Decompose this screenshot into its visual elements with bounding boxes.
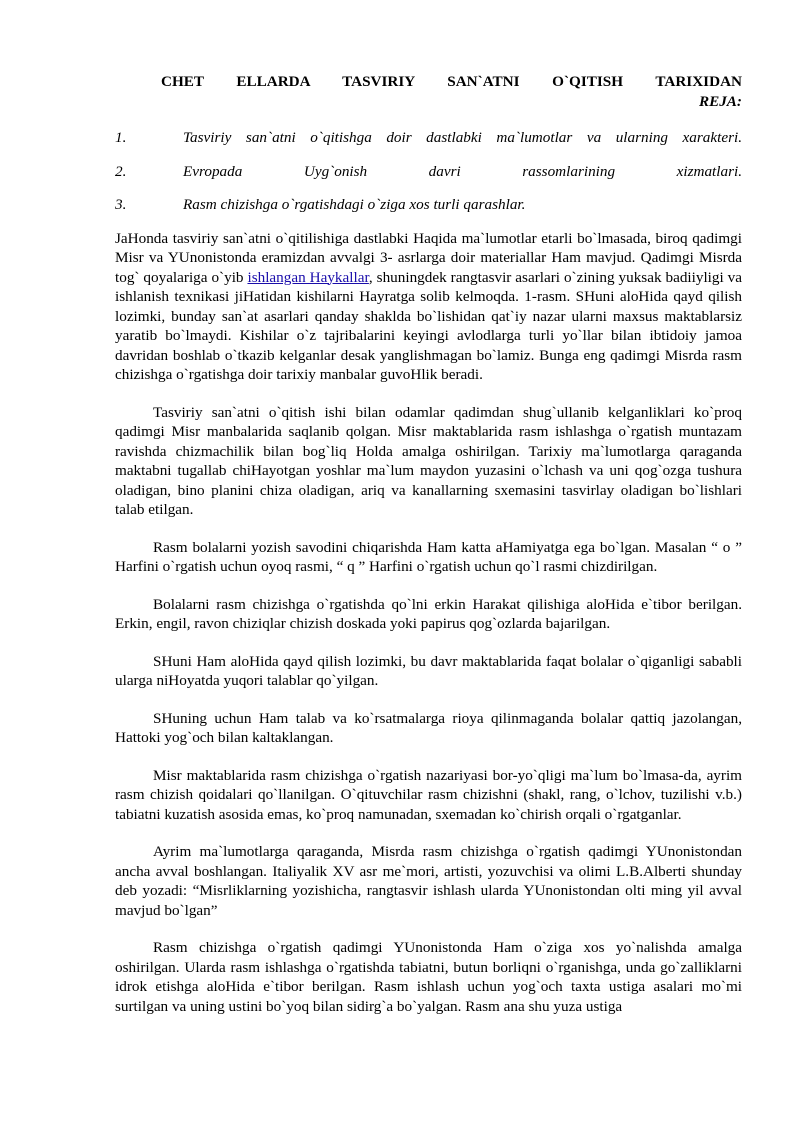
plan-item xyxy=(115,128,742,148)
body-paragraph-intro xyxy=(115,229,742,385)
body-paragraph: Ayrim ma`lumotlarga qaraganda, Misrda rasm chizishga o`rgatish qadimgi YUnonistondan ancha avval boshlangan. Italiyalik XV asr me`mori, artisti, yozuvchisi va olimi L.B.Alberti shunday deb yozadi: “Misrliklarning yozishicha, rangtasvir ishlash ularda YUnonistondan olti ming yil avval mavjud bo`lgan” xyxy=(115,843,742,919)
paragraph-text: , shuningdek rangtasvir asarlari o`zining yuksak badiiyligi va ishlanish texnikasi jiHatidan kishilarni Hayratga solib kelmoqda. 1-rasm. SHuni aloHida qayd qilish lozimki, bunday san`at asarlari qanday shaklda bo`lishidan qat`iy nazar ularni maxsus maktablarsiz yaratib bo`lmaydi. Kishilar o`z tajribalarini keyingi avlodlarga turli yo`llar bilan ibtidoiy jamoa davridan boshlab o`tkazib kelganlar desak yanglishmagan bo`lamiz. Bunga eng qadimgi Misrda rasm chizishga o`rgatishga doir tarixiy manbalar guvoHlik beradi. xyxy=(115,268,742,383)
body-paragraph: SHuning uchun Ham talab va ko`rsatmalarga rioya qilinmaganda bolalar qattiq jazolangan, Hattoki yog`och bilan kaltaklangan. xyxy=(115,709,742,746)
plan-item-number: 1. xyxy=(115,129,127,146)
body-paragraph: Rasm bolalarni yozish savodini chiqarishda Ham katta aHamiyatga ega bo`lgan. Masalan “ o ” Harfini o`rgatish uchun oyoq rasmi, “ q ” Harfini o`rgatish uchun qo`l rasmi chizdirilgan. xyxy=(115,538,742,575)
body-paragraph: SHuni Ham aloHida qayd qilish lozimki, bu davr maktablarida faqat bolalar o`qiganligi sababli ularga niHoyatda yuqori talablar qo`yilgan. xyxy=(115,652,742,689)
body-paragraph: Tasviriy san`atni o`qitish ishi bilan odamlar qadimdan shug`ullanib kelganliklari ko`proq qadimgi Misr manbalarida saqlanib qolgan. Misr maktablarida rasm ishlashga o`rgatish muntazam ravishda chizmachilik bilan bog`liq Holda amalga oshirilgan. Tarixiy ma`lumotlarga qaraganda maktabni tugallab chiHayotgan yoshlar ma`lum maydon yuzasini o`lchash va uni qog`ozga tushura oladigan, bino planini chiza oladigan, ariq va kanallarning sxemasini tasvirlay oladigan bo`lishlari talab etilgan. xyxy=(115,403,742,518)
plan-item-text: Rasm chizishga o`rgatishdagi o`ziga xos turli qarashlar. xyxy=(183,196,526,213)
plan-item-text: Evropada Uyg`onish davri rassomlarining xizmatlari. xyxy=(183,162,742,180)
plan-item xyxy=(115,195,742,215)
plan-item-number: 2. xyxy=(115,162,127,180)
plan-item xyxy=(115,162,742,182)
body-paragraph: Misr maktablarida rasm chizishga o`rgatish nazariyasi bor-yo`qligi ma`lum bo`lmasa-da, ayrim rasm chizish qoidalari qo`llanilgan. O`qituvchilar rasm chizishni (shakl, rang, o`lchov, tuzilishi v.b.) tabiatni kuzatish asosida emas, ko`proq namunadan, sxemadan ko`chirish orqali o`rgatganlar. xyxy=(115,766,742,823)
body-paragraph: Bolalarni rasm chizishga o`rgatishda qo`lni erkin Harakat qilishiga aloHida e`tibor berilgan. Erkin, engil, ravon chiziqlar chizish doskada yoki papirus qog`ozlarda bajarilgan. xyxy=(115,595,742,632)
haykallar-link[interactable]: ishlangan Haykallar xyxy=(247,268,369,286)
body-paragraph: Rasm chizishga o`rgatish qadimgi YUnonistonda Ham o`ziga xos yo`nalishda amalga oshirilgan. Ularda rasm ishlashga o`rgatishda tabiatni, butun borliqni o`rganishga, unda go`zalliklarni idrok etishga aloHida e`tibor berilgan. Rasm ishlash uchun yog`och taxta ustiga asalari mo`mi surtilgan va uning ustini bo`yoq bilan sidirg`a bo`yalgan. Rasm ana shu yuza ustiga xyxy=(115,939,742,1015)
plan-heading: REJA: xyxy=(698,92,742,110)
document-title: CHET ELLARDA TASVIRIY SAN`ATNI O`QITISH TARIXIDAN xyxy=(161,73,742,90)
plan-item-number: 3. xyxy=(115,196,127,213)
paragraph-text: JaHonda tasviriy san`atni o`qitilishiga dastlabki Haqida ma`lumotlar etarli bo`lmasada, biroq qadimgi Misr va YUnonistonda eramizdan avvalgi 3- asrlarga doir materiallar Ham mavjud. Qadimgi Misrda tog` qoyalariga o`yib xyxy=(115,229,742,286)
plan-item-text: Tasviriy san`atni o`qitishga doir dastlabki ma`lumotlar va ularning xarakteri. xyxy=(183,129,742,146)
document-page xyxy=(115,72,742,1034)
